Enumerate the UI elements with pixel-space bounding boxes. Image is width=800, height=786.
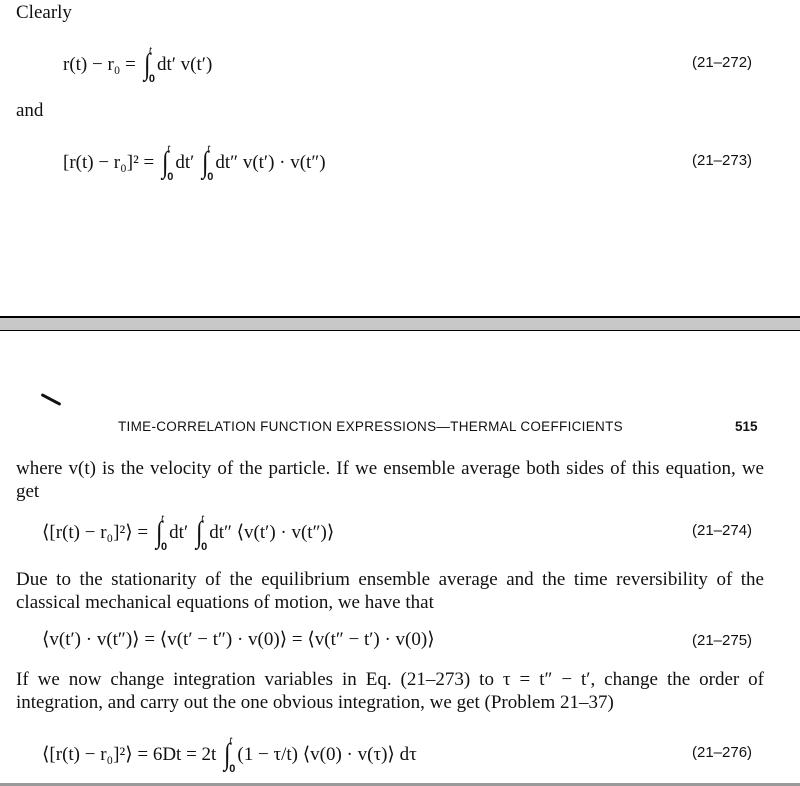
running-header: TIME-CORRELATION FUNCTION EXPRESSIONS—THERMAL COEFFICIENTS <box>118 419 623 434</box>
integral-sign <box>201 143 213 183</box>
integral-sign <box>161 143 173 183</box>
equation-term: dt′ <box>175 152 200 173</box>
integral-lower-limit: 0 <box>148 73 155 85</box>
equation-term: ⟨v(t′) · v(t″)⟩ = ⟨v(t′ − t″) · v(0)⟩ = ⟨v(t″ − t′) · v(0)⟩ <box>42 629 435 650</box>
integral-upper-limit: t <box>148 44 152 56</box>
equation-term: ⟨[r(t) − r₀]²⟩ = 6Dt = 2t <box>42 744 222 765</box>
integral-symbol: ∫ <box>155 516 163 549</box>
integral-upper-limit: t <box>161 512 165 524</box>
page-separator-band <box>0 318 800 330</box>
equation-term: dt′ <box>169 522 193 543</box>
equation-term: ⟨[r(t) − r₀]²⟩ = <box>42 522 153 543</box>
integral-symbol: ∫ <box>201 146 209 179</box>
integral-sign <box>155 513 167 553</box>
equation-number-21-273: (21–273) <box>692 152 753 169</box>
integral-upper-limit: t <box>201 512 205 524</box>
equation-number-21-276: (21–276) <box>692 744 753 761</box>
equation-term: [r(t) − r₀]² = <box>63 152 159 173</box>
equation-term: r(t) − r₀ = <box>63 54 141 75</box>
integral-upper-limit: t <box>229 734 233 746</box>
integral-upper-limit: t <box>207 142 211 154</box>
paragraph-2: Due to the stationarity of the equilibrium ensemble average and the time reversibility of the classical mechanical equations of motion, we have that <box>16 569 764 613</box>
integral-lower-limit: 0 <box>201 541 208 553</box>
integral-upper-limit: t <box>167 142 171 154</box>
equation-number-21-275: (21–275) <box>692 632 753 649</box>
page-number: 515 <box>735 419 758 434</box>
integral-sign <box>143 45 155 85</box>
integral-lower-limit: 0 <box>229 763 236 775</box>
equation-21-275 <box>42 625 435 655</box>
paragraph-1: where v(t) is the velocity of the particle. If we ensemble average both sides of this equation, we get <box>16 458 764 502</box>
integral-symbol: ∫ <box>223 738 231 771</box>
integral-symbol: ∫ <box>161 146 169 179</box>
scan-mark <box>41 393 62 406</box>
page-separator-line-bottom <box>0 330 800 331</box>
integral-lower-limit: 0 <box>161 541 168 553</box>
equation-number-21-274: (21–274) <box>692 522 753 539</box>
text-and: and <box>16 100 44 121</box>
equation-number-21-272: (21–272) <box>692 54 753 71</box>
integral-sign <box>195 513 207 553</box>
equation-21-274 <box>42 513 334 553</box>
equation-term: dt″ ⟨v(t′) · v(t″)⟩ <box>209 522 335 543</box>
integral-symbol: ∫ <box>195 516 203 549</box>
equation-21-273 <box>63 143 326 183</box>
integral-lower-limit: 0 <box>207 171 214 183</box>
equation-term: dt″ v(t′) · v(t″) <box>215 152 326 173</box>
integral-symbol: ∫ <box>143 48 151 81</box>
integral-sign <box>223 735 235 775</box>
equation-term: dt′ v(t′) <box>157 54 213 75</box>
text-clearly: Clearly <box>16 2 72 23</box>
equation-21-276 <box>42 735 417 775</box>
paragraph-3: If we now change integration variables in Eq. (21–273) to τ = t″ − t′, change the order of integration, and carry out the one obvious integration, we get (Problem 21–37) <box>16 669 764 713</box>
equation-21-272 <box>63 45 212 85</box>
equation-term: (1 − τ/t) ⟨v(0) · v(τ)⟩ dτ <box>237 744 417 765</box>
integral-lower-limit: 0 <box>167 171 174 183</box>
